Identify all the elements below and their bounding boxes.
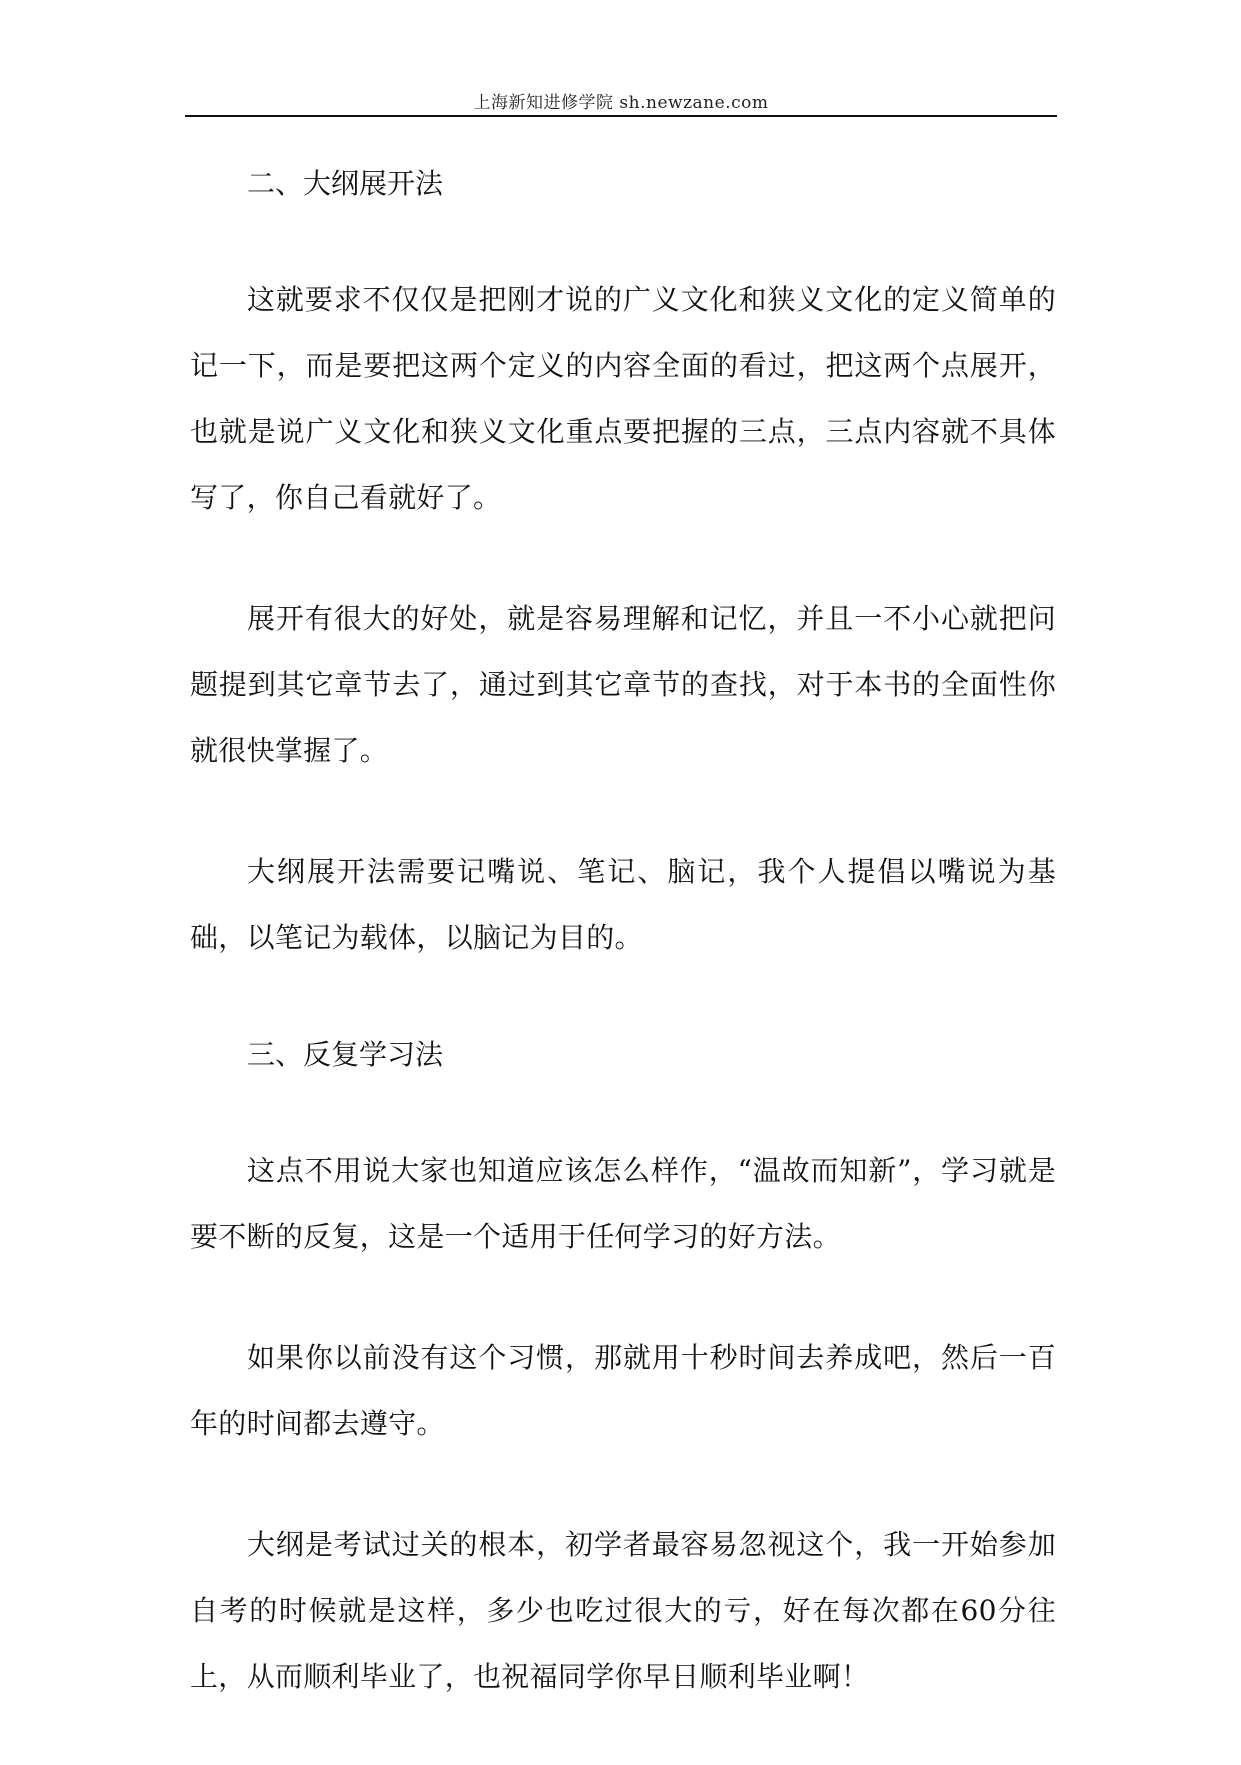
paragraph: 大纲展开法需要记嘴说、笔记、脑记，我个人提倡以嘴说为基础，以笔记为载体，以脑记为目的。: [190, 855, 1056, 954]
paragraph: 这就要求不仅仅是把刚才说的广义文化和狭义文化的定义简单的记一下，而是要把这两个定义的内容全面的看过，把这两个点展开，也就是说广义文化和狭义文化重点要把握的三点，三点内容就不具体写了，你自己看就好了。: [190, 283, 1056, 514]
paragraph: 这点不用说大家也知道应该怎么样作，“温故而知新”，学习就是要不断的反复，这是一个适用于任何学习的好方法。: [190, 1154, 1056, 1253]
section-heading: 二、大纲展开法: [247, 167, 444, 200]
section-heading: 三、反复学习法: [247, 1038, 444, 1071]
document-body: [190, 155, 1056, 1765]
header-rule: [185, 115, 1057, 117]
paragraph: 大纲是考试过关的根本，初学者最容易忽视这个，我一开始参加自考的时候就是这样，多少也吃过很大的亏，好在每次都在60分往上，从而顺利毕业了，也祝福同学你早日顺利毕业啊！: [190, 1528, 1056, 1693]
page-header: [185, 0, 1057, 118]
paragraph: 展开有很大的好处，就是容易理解和记忆，并且一不小心就把问题提到其它章节去了，通过到其它章节的查找，对于本书的全面性你就很快掌握了。: [190, 602, 1056, 767]
paragraph: 如果你以前没有这个习惯，那就用十秒时间去养成吧，然后一百年的时间都去遵守。: [190, 1341, 1056, 1440]
header-text: 上海新知进修学院 sh.newzane.com: [473, 93, 769, 113]
